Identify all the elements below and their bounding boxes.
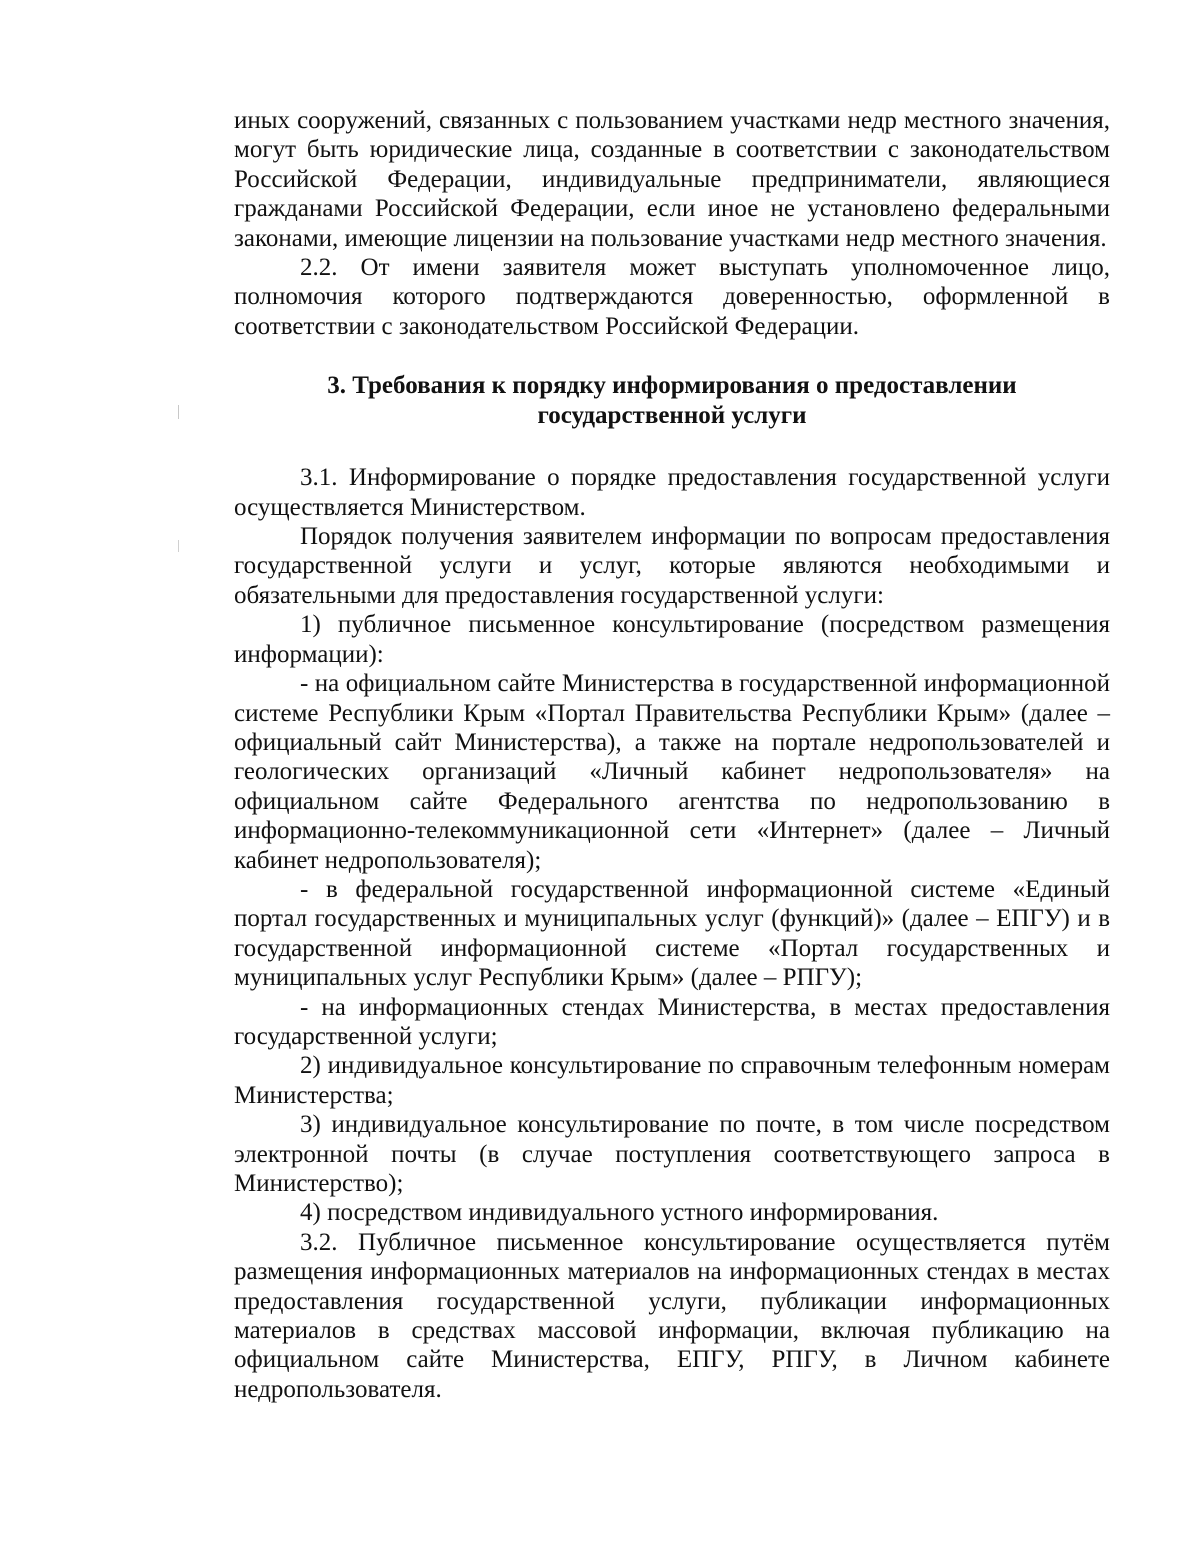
list-item-1: 1) публичное письменное консультирование (посредством размещения информации): (234, 611, 1110, 668)
scan-artifact-mark (178, 405, 179, 419)
list-item-3: 3) индивидуальное консультирование по почте, в том числе посредством электронной почты (в случае поступления соответствующего запроса в Министерство); (234, 1111, 1110, 1197)
list-item-4: 4) посредством индивидуального устного информирования. (300, 1199, 939, 1227)
spacer (234, 431, 1110, 463)
section-heading-line-2: государственной услуги (537, 402, 807, 430)
list-subitem-official-site: - на официальном сайте Министерства в государственной информационной системе Республики Крым «Портал Правительства Республики Крым» (далее – официальный сайт Министерства), а также на портале недропользователей и геологических организаций «Личный кабинет недропользователя» на официальном сайте Федерального агентства по недропользованию в информационно-телекоммуникационной сети «Интернет» (далее – Личный кабинет недропользователя); (234, 670, 1110, 874)
scan-artifact-mark (178, 540, 179, 552)
paragraph-procedure: Порядок получения заявителем информации по вопросам предоставления государственной услуги и услуг, которые являются необходимыми и обязательными для предоставления государственной услуги: (234, 523, 1110, 609)
section-heading (234, 371, 1110, 431)
list-item-2: 2) индивидуальное консультирование по справочным телефонным номерам Министерства; (234, 1052, 1110, 1109)
section-heading-line-1: 3. Требования к порядку информирования о предоставлении (327, 372, 1017, 400)
spacer (234, 341, 1110, 371)
paragraph-3-2: 3.2. Публичное письменное консультирование осуществляется путём размещения информационных материалов на информационных стендах в местах предоставления государственной услуги, публикации информационных материалов в средствах массовой информации, включая публикацию на официальном сайте Министерства, ЕПГУ, РПГУ, в Личном кабинете недропользователя. (234, 1228, 1110, 1403)
paragraph-2-2: 2.2. От имени заявителя может выступать уполномоченное лицо, полномочия которого подтверждаются доверенностью, оформленной в соответствии с законодательством Российской Федерации. (234, 254, 1110, 340)
paragraph-3-1: 3.1. Информирование о порядке предоставления государственной услуги осуществляется Министерством. (234, 464, 1110, 521)
paragraph-continuation: иных сооружений, связанных с пользованием участками недр местного значения, могут быть юридические лица, созданные в соответствии с законодательством Российской Федерации, индивидуальные предприниматели, являющиеся гражданами Российской Федерации, если иное не установлено федеральными законами, имеющие лицензии на пользование участками недр местного значения. (234, 107, 1110, 252)
list-subitem-stands: - на информационных стендах Министерства, в местах предоставления государственной услуги; (234, 993, 1110, 1050)
document-body (234, 106, 1110, 1404)
list-subitem-epgu: - в федеральной государственной информационной системе «Единый портал государственных и муниципальных услуг (функций)» (далее – ЕПГУ) и в государственной информационной системе «Портал государственных и муниципальных услуг Республики Крым» (далее – РПГУ); (234, 875, 1110, 992)
